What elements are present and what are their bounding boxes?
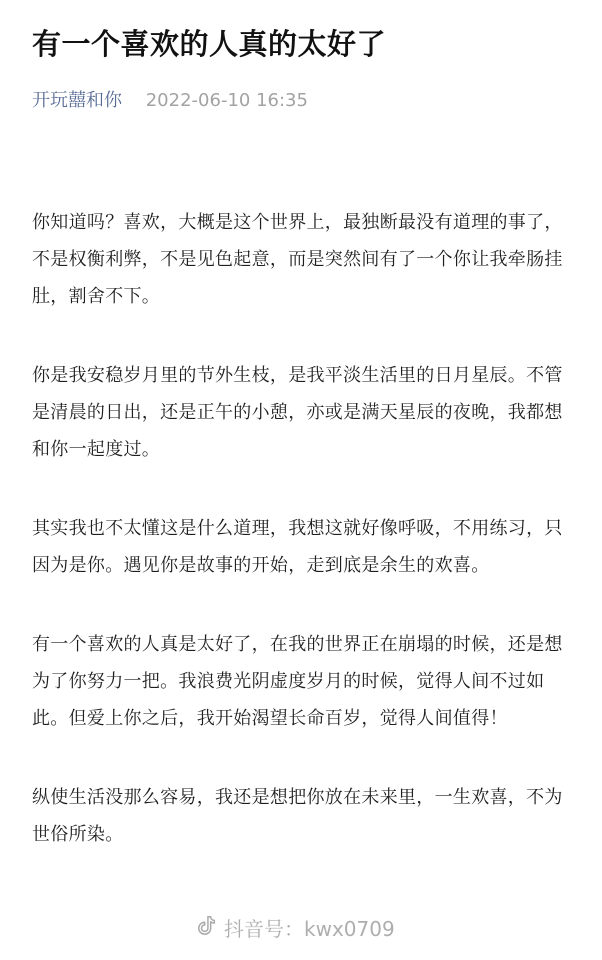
publish-date: 2022-06-10 16:35 (145, 90, 308, 111)
article-title: 有一个喜欢的人真的太好了 (32, 27, 387, 61)
article-meta (32, 86, 308, 116)
paragraph-2: 你是我安稳岁月里的节外生枝，是我平淡生活里的日月星辰。不管是清晨的日出，还是正午的小憩，亦或是满天星辰的夜晚，我都想和你一起度过。 (32, 365, 563, 460)
author-link[interactable]: 开玩囍和你 (32, 90, 122, 111)
watermark-text: 抖音号：kwx0709 (224, 917, 395, 941)
paragraph-1: 你知道吗？喜欢，大概是这个世界上，最独断最没有道理的事了，不是权衡利弊，不是见色起意，而是突然间有了一个你让我牵肠挂肚，割舍不下。 (32, 212, 563, 307)
paragraph-4: 有一个喜欢的人真是太好了，在我的世界正在崩塌的时候，还是想为了你努力一把。我浪费光阴虚度岁月的时候，觉得人间不过如此。但爱上你之后，我开始渴望长命百岁，觉得人间值得！ (32, 634, 563, 729)
paragraph-3: 其实我也不太懂这是什么道理，我想这就好像呼吸，不用练习，只因为是你。遇见你是故事的开始，走到底是余生的欢喜。 (32, 518, 563, 576)
article-body (32, 204, 580, 895)
watermark (196, 914, 395, 944)
douyin-logo-icon (196, 914, 218, 944)
paragraph-5: 纵使生活没那么容易，我还是想把你放在未来里，一生欢喜，不为世俗所染。 (32, 787, 563, 845)
